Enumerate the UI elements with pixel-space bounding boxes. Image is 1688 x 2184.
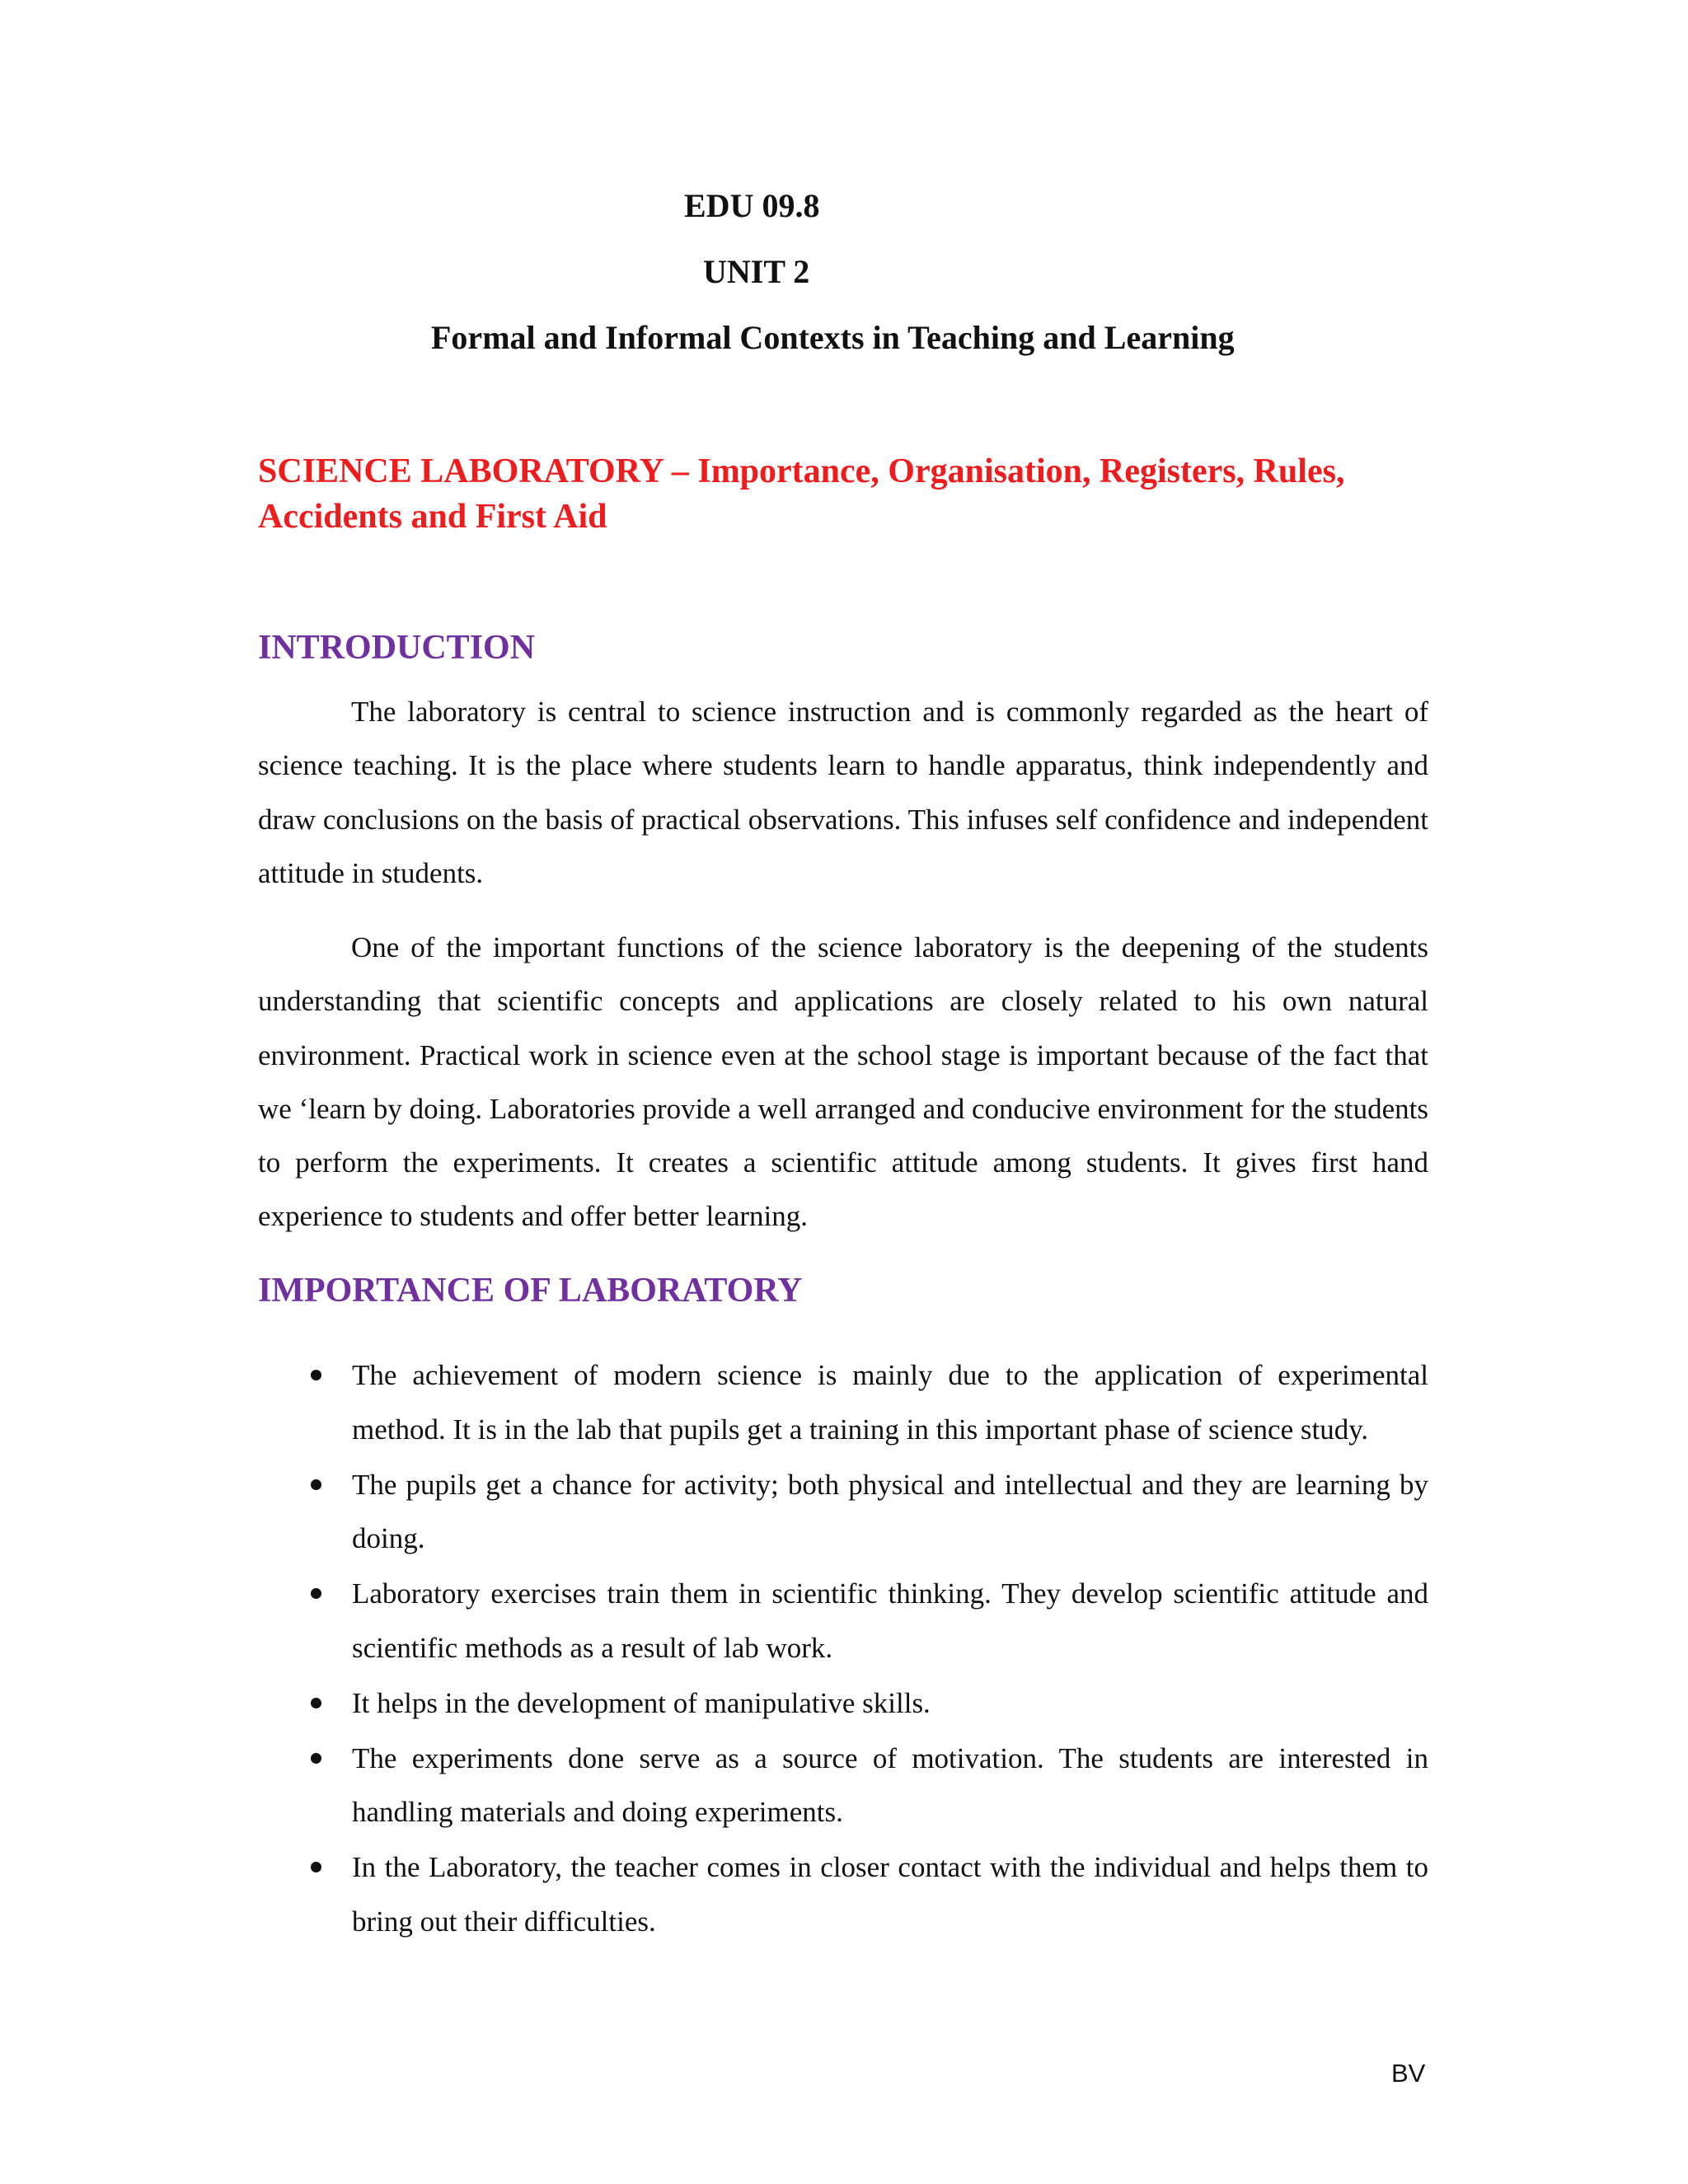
- importance-list: [258, 1348, 1428, 1950]
- list-item: [258, 1458, 1428, 1566]
- section-title: SCIENCE LABORATORY – Importance, Organisation, Registers, Rules, Accidents and First Aid: [258, 452, 1345, 536]
- bullet-icon: [311, 1588, 321, 1599]
- introduction-paragraph-2: One of the important functions of the science laboratory is the deepening of the students understanding that scientific concepts and applications are closely related to his own natural environment. Practical work in science even at the school stage is important because of the fact that we ‘learn by doing. Laboratories provide a well arranged and conducive environment for the students to perform the experiments. It creates a scientific attitude among students. It gives first hand experience to students and offer better learning.: [258, 931, 1428, 1233]
- list-item: [258, 1732, 1428, 1840]
- bullet-icon: [311, 1479, 321, 1490]
- course-code: EDU 09.8: [684, 187, 820, 224]
- document-title: Formal and Informal Contexts in Teaching and Learning: [431, 319, 1235, 356]
- page-footer: BV: [1391, 2059, 1426, 2088]
- list-item-text: In the Laboratory, the teacher comes in closer contact with the individual and helps them to bring out their difficulties.: [352, 1851, 1428, 1938]
- bullet-icon: [311, 1862, 321, 1872]
- list-item: [258, 1567, 1428, 1675]
- bullet-icon: [311, 1698, 321, 1708]
- list-item-text: The achievement of modern science is mainly due to the application of experimental method. It is in the lab that pupils get a training in this important phase of science study.: [352, 1359, 1428, 1446]
- list-item-text: It helps in the development of manipulative skills.: [352, 1686, 931, 1719]
- unit-number: UNIT 2: [703, 253, 810, 290]
- bullet-icon: [311, 1370, 321, 1380]
- list-item-text: The experiments done serve as a source of motivation. The students are interested in handling materials and doing experiments.: [352, 1741, 1428, 1828]
- introduction-heading: INTRODUCTION: [258, 629, 536, 667]
- importance-heading: IMPORTANCE OF LABORATORY: [258, 1272, 803, 1310]
- bullet-icon: [311, 1753, 321, 1764]
- list-item: [258, 1840, 1428, 1948]
- introduction-paragraph-1: The laboratory is central to science instruction and is commonly regarded as the heart of science teaching. It is the place where students learn to handle apparatus, think independently and draw conclusions on the basis of practical observations. This infuses self confidence and independent attitude in students.: [258, 696, 1428, 889]
- list-item: [258, 1348, 1428, 1456]
- list-item-text: The pupils get a chance for activity; both physical and intellectual and they are learning by doing.: [352, 1468, 1428, 1554]
- list-item-text: Laboratory exercises train them in scientific thinking. They develop scientific attitude and scientific methods as a result of lab work.: [352, 1577, 1428, 1664]
- list-item: [258, 1676, 1428, 1731]
